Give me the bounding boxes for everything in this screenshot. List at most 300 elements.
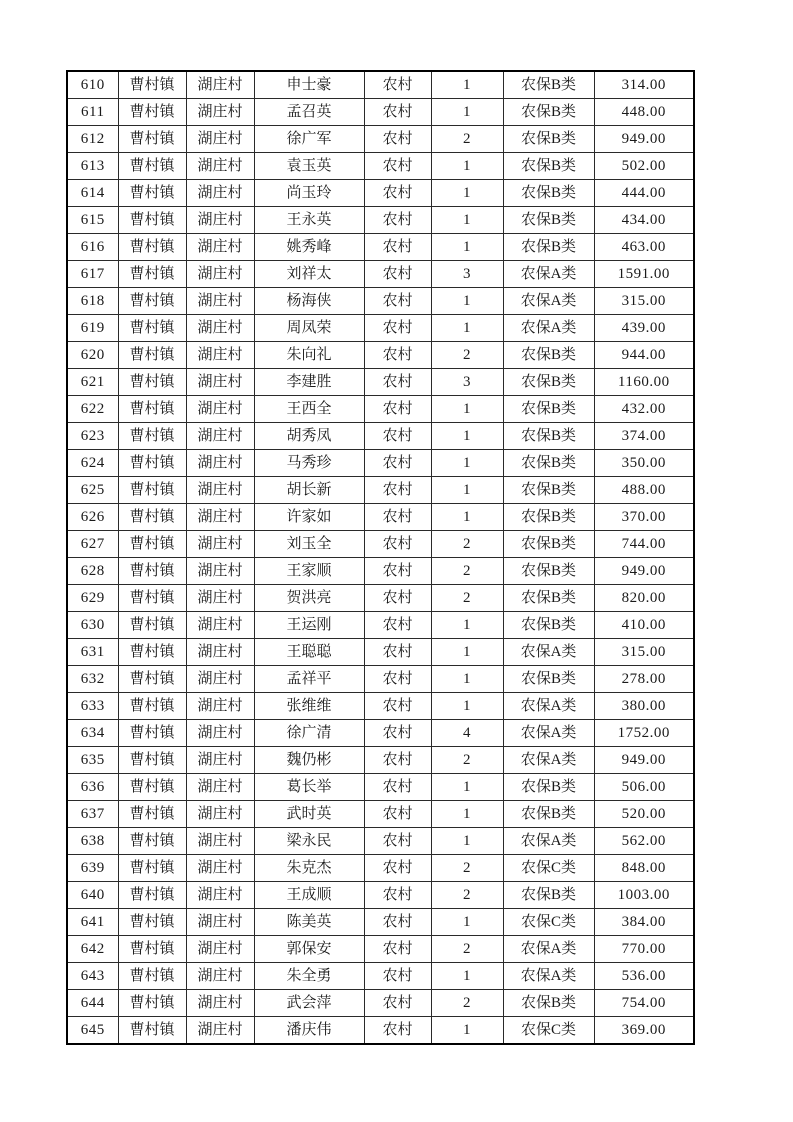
- cell-insurance-class: 农保B类: [503, 585, 594, 612]
- cell-serial: 621: [67, 369, 118, 396]
- cell-person-name: 周凤荣: [254, 315, 364, 342]
- cell-person-name: 张维维: [254, 693, 364, 720]
- cell-serial: 629: [67, 585, 118, 612]
- cell-serial: 643: [67, 963, 118, 990]
- cell-person-name: 贺洪亮: [254, 585, 364, 612]
- cell-amount: 315.00: [594, 639, 694, 666]
- cell-town: 曹村镇: [118, 747, 186, 774]
- cell-serial: 622: [67, 396, 118, 423]
- cell-person-count: 1: [431, 774, 503, 801]
- cell-insurance-class: 农保B类: [503, 990, 594, 1017]
- table-row: [67, 396, 694, 423]
- table-row: [67, 342, 694, 369]
- cell-serial: 620: [67, 342, 118, 369]
- cell-village: 湖庄村: [186, 396, 254, 423]
- table-row: [67, 909, 694, 936]
- cell-amount: 1003.00: [594, 882, 694, 909]
- table-row: [67, 423, 694, 450]
- cell-town: 曹村镇: [118, 558, 186, 585]
- cell-person-name: 刘祥太: [254, 261, 364, 288]
- cell-person-name: 郭保安: [254, 936, 364, 963]
- cell-residence-type: 农村: [364, 1017, 431, 1045]
- cell-person-count: 1: [431, 153, 503, 180]
- cell-amount: 374.00: [594, 423, 694, 450]
- cell-person-name: 姚秀峰: [254, 234, 364, 261]
- cell-town: 曹村镇: [118, 855, 186, 882]
- cell-serial: 610: [67, 71, 118, 99]
- cell-village: 湖庄村: [186, 504, 254, 531]
- cell-amount: 502.00: [594, 153, 694, 180]
- cell-person-name: 申士豪: [254, 71, 364, 99]
- cell-person-count: 1: [431, 504, 503, 531]
- table-row: [67, 558, 694, 585]
- cell-residence-type: 农村: [364, 639, 431, 666]
- cell-residence-type: 农村: [364, 963, 431, 990]
- cell-town: 曹村镇: [118, 693, 186, 720]
- cell-serial: 619: [67, 315, 118, 342]
- cell-insurance-class: 农保B类: [503, 450, 594, 477]
- cell-amount: 536.00: [594, 963, 694, 990]
- cell-person-name: 葛长举: [254, 774, 364, 801]
- cell-town: 曹村镇: [118, 909, 186, 936]
- cell-residence-type: 农村: [364, 909, 431, 936]
- cell-amount: 278.00: [594, 666, 694, 693]
- cell-residence-type: 农村: [364, 126, 431, 153]
- cell-residence-type: 农村: [364, 99, 431, 126]
- cell-amount: 380.00: [594, 693, 694, 720]
- cell-person-count: 1: [431, 288, 503, 315]
- cell-town: 曹村镇: [118, 369, 186, 396]
- cell-insurance-class: 农保B类: [503, 423, 594, 450]
- cell-residence-type: 农村: [364, 315, 431, 342]
- cell-town: 曹村镇: [118, 396, 186, 423]
- cell-person-name: 徐广清: [254, 720, 364, 747]
- cell-residence-type: 农村: [364, 720, 431, 747]
- table-row: [67, 315, 694, 342]
- cell-village: 湖庄村: [186, 855, 254, 882]
- cell-residence-type: 农村: [364, 477, 431, 504]
- cell-person-count: 1: [431, 1017, 503, 1045]
- cell-town: 曹村镇: [118, 963, 186, 990]
- cell-person-count: 1: [431, 666, 503, 693]
- cell-insurance-class: 农保B类: [503, 396, 594, 423]
- cell-town: 曹村镇: [118, 639, 186, 666]
- cell-person-name: 朱克杰: [254, 855, 364, 882]
- cell-town: 曹村镇: [118, 666, 186, 693]
- cell-person-name: 袁玉英: [254, 153, 364, 180]
- cell-person-count: 1: [431, 693, 503, 720]
- cell-insurance-class: 农保B类: [503, 558, 594, 585]
- cell-person-name: 李建胜: [254, 369, 364, 396]
- cell-village: 湖庄村: [186, 693, 254, 720]
- table-row: [67, 612, 694, 639]
- cell-person-name: 陈美英: [254, 909, 364, 936]
- cell-residence-type: 农村: [364, 936, 431, 963]
- cell-amount: 1752.00: [594, 720, 694, 747]
- table-row: [67, 126, 694, 153]
- cell-residence-type: 农村: [364, 369, 431, 396]
- cell-person-name: 尚玉玲: [254, 180, 364, 207]
- cell-insurance-class: 农保A类: [503, 261, 594, 288]
- cell-amount: 520.00: [594, 801, 694, 828]
- cell-town: 曹村镇: [118, 612, 186, 639]
- cell-person-count: 1: [431, 639, 503, 666]
- cell-town: 曹村镇: [118, 153, 186, 180]
- cell-village: 湖庄村: [186, 936, 254, 963]
- cell-amount: 350.00: [594, 450, 694, 477]
- cell-person-count: 1: [431, 828, 503, 855]
- cell-amount: 439.00: [594, 315, 694, 342]
- cell-town: 曹村镇: [118, 531, 186, 558]
- table-row: [67, 585, 694, 612]
- table-row: [67, 882, 694, 909]
- cell-insurance-class: 农保A类: [503, 288, 594, 315]
- cell-town: 曹村镇: [118, 99, 186, 126]
- table-row: [67, 531, 694, 558]
- cell-town: 曹村镇: [118, 450, 186, 477]
- cell-person-name: 梁永民: [254, 828, 364, 855]
- cell-person-name: 杨海侠: [254, 288, 364, 315]
- cell-residence-type: 农村: [364, 207, 431, 234]
- cell-town: 曹村镇: [118, 720, 186, 747]
- table-row: [67, 153, 694, 180]
- cell-serial: 613: [67, 153, 118, 180]
- cell-village: 湖庄村: [186, 774, 254, 801]
- table-row: [67, 828, 694, 855]
- cell-serial: 624: [67, 450, 118, 477]
- cell-person-name: 潘庆伟: [254, 1017, 364, 1045]
- cell-town: 曹村镇: [118, 234, 186, 261]
- table-row: [67, 261, 694, 288]
- cell-amount: 314.00: [594, 71, 694, 99]
- cell-insurance-class: 农保B类: [503, 71, 594, 99]
- cell-serial: 638: [67, 828, 118, 855]
- cell-residence-type: 农村: [364, 882, 431, 909]
- cell-serial: 615: [67, 207, 118, 234]
- cell-town: 曹村镇: [118, 828, 186, 855]
- cell-amount: 384.00: [594, 909, 694, 936]
- cell-serial: 642: [67, 936, 118, 963]
- cell-residence-type: 农村: [364, 342, 431, 369]
- table-row: [67, 71, 694, 99]
- cell-village: 湖庄村: [186, 666, 254, 693]
- cell-person-count: 3: [431, 369, 503, 396]
- cell-residence-type: 农村: [364, 261, 431, 288]
- cell-serial: 645: [67, 1017, 118, 1045]
- insurance-roster-table: [66, 70, 695, 1045]
- cell-insurance-class: 农保B类: [503, 477, 594, 504]
- cell-village: 湖庄村: [186, 1017, 254, 1045]
- cell-village: 湖庄村: [186, 450, 254, 477]
- cell-village: 湖庄村: [186, 585, 254, 612]
- cell-residence-type: 农村: [364, 774, 431, 801]
- cell-amount: 949.00: [594, 747, 694, 774]
- cell-town: 曹村镇: [118, 774, 186, 801]
- cell-person-count: 1: [431, 234, 503, 261]
- cell-town: 曹村镇: [118, 71, 186, 99]
- table-row: [67, 666, 694, 693]
- cell-amount: 944.00: [594, 342, 694, 369]
- cell-residence-type: 农村: [364, 71, 431, 99]
- cell-serial: 640: [67, 882, 118, 909]
- cell-person-name: 许家如: [254, 504, 364, 531]
- cell-serial: 618: [67, 288, 118, 315]
- cell-insurance-class: 农保B类: [503, 666, 594, 693]
- cell-insurance-class: 农保B类: [503, 234, 594, 261]
- cell-village: 湖庄村: [186, 315, 254, 342]
- cell-village: 湖庄村: [186, 909, 254, 936]
- cell-person-name: 武时英: [254, 801, 364, 828]
- cell-residence-type: 农村: [364, 585, 431, 612]
- cell-town: 曹村镇: [118, 477, 186, 504]
- cell-village: 湖庄村: [186, 531, 254, 558]
- cell-person-name: 朱全勇: [254, 963, 364, 990]
- table-row: [67, 963, 694, 990]
- table-row: [67, 477, 694, 504]
- cell-person-count: 2: [431, 585, 503, 612]
- cell-town: 曹村镇: [118, 180, 186, 207]
- cell-serial: 625: [67, 477, 118, 504]
- cell-residence-type: 农村: [364, 396, 431, 423]
- table-row: [67, 99, 694, 126]
- table-row: [67, 936, 694, 963]
- cell-insurance-class: 农保B类: [503, 882, 594, 909]
- cell-residence-type: 农村: [364, 234, 431, 261]
- cell-town: 曹村镇: [118, 423, 186, 450]
- table-row: [67, 855, 694, 882]
- cell-town: 曹村镇: [118, 342, 186, 369]
- cell-residence-type: 农村: [364, 828, 431, 855]
- cell-residence-type: 农村: [364, 504, 431, 531]
- cell-person-count: 1: [431, 909, 503, 936]
- cell-amount: 444.00: [594, 180, 694, 207]
- cell-serial: 627: [67, 531, 118, 558]
- cell-village: 湖庄村: [186, 207, 254, 234]
- cell-insurance-class: 农保B类: [503, 801, 594, 828]
- cell-town: 曹村镇: [118, 504, 186, 531]
- cell-village: 湖庄村: [186, 882, 254, 909]
- cell-amount: 370.00: [594, 504, 694, 531]
- cell-person-name: 武会萍: [254, 990, 364, 1017]
- cell-town: 曹村镇: [118, 126, 186, 153]
- table-row: [67, 369, 694, 396]
- cell-town: 曹村镇: [118, 801, 186, 828]
- cell-residence-type: 农村: [364, 747, 431, 774]
- cell-person-count: 2: [431, 531, 503, 558]
- cell-insurance-class: 农保A类: [503, 936, 594, 963]
- cell-person-count: 2: [431, 747, 503, 774]
- cell-amount: 369.00: [594, 1017, 694, 1045]
- cell-insurance-class: 农保A类: [503, 315, 594, 342]
- cell-person-count: 1: [431, 207, 503, 234]
- cell-insurance-class: 农保A类: [503, 639, 594, 666]
- cell-person-count: 2: [431, 882, 503, 909]
- cell-person-count: 1: [431, 396, 503, 423]
- cell-person-count: 3: [431, 261, 503, 288]
- cell-serial: 614: [67, 180, 118, 207]
- cell-insurance-class: 农保A类: [503, 693, 594, 720]
- cell-person-count: 4: [431, 720, 503, 747]
- cell-amount: 434.00: [594, 207, 694, 234]
- cell-village: 湖庄村: [186, 963, 254, 990]
- table-row: [67, 774, 694, 801]
- cell-town: 曹村镇: [118, 1017, 186, 1045]
- cell-insurance-class: 农保B类: [503, 612, 594, 639]
- table-row: [67, 450, 694, 477]
- cell-person-name: 王永英: [254, 207, 364, 234]
- cell-person-name: 王聪聪: [254, 639, 364, 666]
- cell-amount: 1160.00: [594, 369, 694, 396]
- cell-town: 曹村镇: [118, 936, 186, 963]
- cell-amount: 848.00: [594, 855, 694, 882]
- cell-person-name: 王运刚: [254, 612, 364, 639]
- cell-person-name: 胡秀凤: [254, 423, 364, 450]
- cell-amount: 820.00: [594, 585, 694, 612]
- cell-serial: 626: [67, 504, 118, 531]
- cell-amount: 432.00: [594, 396, 694, 423]
- cell-person-count: 2: [431, 126, 503, 153]
- table-row: [67, 747, 694, 774]
- cell-serial: 636: [67, 774, 118, 801]
- cell-person-name: 胡长新: [254, 477, 364, 504]
- cell-village: 湖庄村: [186, 558, 254, 585]
- cell-amount: 1591.00: [594, 261, 694, 288]
- cell-insurance-class: 农保B类: [503, 531, 594, 558]
- cell-insurance-class: 农保B类: [503, 774, 594, 801]
- cell-person-name: 刘玉全: [254, 531, 364, 558]
- cell-serial: 617: [67, 261, 118, 288]
- cell-village: 湖庄村: [186, 234, 254, 261]
- table-row: [67, 693, 694, 720]
- cell-person-name: 王西全: [254, 396, 364, 423]
- cell-person-name: 孟祥平: [254, 666, 364, 693]
- cell-village: 湖庄村: [186, 612, 254, 639]
- cell-person-count: 1: [431, 315, 503, 342]
- cell-village: 湖庄村: [186, 153, 254, 180]
- cell-town: 曹村镇: [118, 585, 186, 612]
- cell-serial: 611: [67, 99, 118, 126]
- cell-person-count: 1: [431, 99, 503, 126]
- cell-residence-type: 农村: [364, 801, 431, 828]
- cell-amount: 488.00: [594, 477, 694, 504]
- cell-serial: 634: [67, 720, 118, 747]
- cell-person-count: 1: [431, 477, 503, 504]
- cell-village: 湖庄村: [186, 639, 254, 666]
- cell-town: 曹村镇: [118, 288, 186, 315]
- cell-person-count: 1: [431, 801, 503, 828]
- cell-insurance-class: 农保C类: [503, 855, 594, 882]
- cell-person-count: 2: [431, 855, 503, 882]
- cell-village: 湖庄村: [186, 261, 254, 288]
- cell-residence-type: 农村: [364, 855, 431, 882]
- cell-amount: 463.00: [594, 234, 694, 261]
- cell-serial: 616: [67, 234, 118, 261]
- table-row: [67, 180, 694, 207]
- cell-serial: 631: [67, 639, 118, 666]
- cell-amount: 949.00: [594, 558, 694, 585]
- cell-residence-type: 农村: [364, 612, 431, 639]
- cell-village: 湖庄村: [186, 99, 254, 126]
- cell-amount: 770.00: [594, 936, 694, 963]
- cell-insurance-class: 农保A类: [503, 747, 594, 774]
- cell-person-count: 1: [431, 963, 503, 990]
- cell-residence-type: 农村: [364, 450, 431, 477]
- cell-serial: 641: [67, 909, 118, 936]
- cell-residence-type: 农村: [364, 180, 431, 207]
- table-row: [67, 801, 694, 828]
- table-row: [67, 990, 694, 1017]
- cell-person-count: 1: [431, 450, 503, 477]
- cell-serial: 644: [67, 990, 118, 1017]
- table-row: [67, 234, 694, 261]
- cell-residence-type: 农村: [364, 693, 431, 720]
- cell-amount: 448.00: [594, 99, 694, 126]
- table-row: [67, 720, 694, 747]
- cell-person-count: 2: [431, 342, 503, 369]
- cell-village: 湖庄村: [186, 477, 254, 504]
- cell-serial: 628: [67, 558, 118, 585]
- cell-insurance-class: 农保B类: [503, 126, 594, 153]
- cell-insurance-class: 农保B类: [503, 369, 594, 396]
- cell-person-name: 马秀珍: [254, 450, 364, 477]
- cell-village: 湖庄村: [186, 369, 254, 396]
- cell-village: 湖庄村: [186, 180, 254, 207]
- table-row: [67, 639, 694, 666]
- table-row: [67, 207, 694, 234]
- cell-insurance-class: 农保B类: [503, 504, 594, 531]
- cell-residence-type: 农村: [364, 423, 431, 450]
- insurance-roster-table-body: [67, 71, 694, 1044]
- table-row: [67, 288, 694, 315]
- cell-village: 湖庄村: [186, 342, 254, 369]
- cell-amount: 562.00: [594, 828, 694, 855]
- cell-town: 曹村镇: [118, 315, 186, 342]
- cell-person-count: 2: [431, 990, 503, 1017]
- cell-insurance-class: 农保B类: [503, 153, 594, 180]
- cell-person-count: 2: [431, 558, 503, 585]
- cell-person-count: 1: [431, 612, 503, 639]
- cell-insurance-class: 农保C类: [503, 909, 594, 936]
- cell-insurance-class: 农保A类: [503, 720, 594, 747]
- cell-town: 曹村镇: [118, 882, 186, 909]
- cell-serial: 630: [67, 612, 118, 639]
- cell-village: 湖庄村: [186, 423, 254, 450]
- cell-village: 湖庄村: [186, 720, 254, 747]
- cell-serial: 637: [67, 801, 118, 828]
- cell-town: 曹村镇: [118, 990, 186, 1017]
- cell-village: 湖庄村: [186, 126, 254, 153]
- cell-person-name: 魏仍彬: [254, 747, 364, 774]
- cell-person-name: 王成顺: [254, 882, 364, 909]
- cell-village: 湖庄村: [186, 801, 254, 828]
- cell-village: 湖庄村: [186, 828, 254, 855]
- cell-town: 曹村镇: [118, 261, 186, 288]
- cell-person-name: 朱向礼: [254, 342, 364, 369]
- cell-residence-type: 农村: [364, 288, 431, 315]
- cell-insurance-class: 农保B类: [503, 342, 594, 369]
- cell-insurance-class: 农保B类: [503, 180, 594, 207]
- cell-serial: 639: [67, 855, 118, 882]
- table-row: [67, 1017, 694, 1045]
- cell-insurance-class: 农保B类: [503, 207, 594, 234]
- cell-person-name: 徐广军: [254, 126, 364, 153]
- cell-amount: 744.00: [594, 531, 694, 558]
- cell-insurance-class: 农保A类: [503, 828, 594, 855]
- cell-serial: 632: [67, 666, 118, 693]
- cell-residence-type: 农村: [364, 153, 431, 180]
- cell-person-count: 2: [431, 936, 503, 963]
- cell-town: 曹村镇: [118, 207, 186, 234]
